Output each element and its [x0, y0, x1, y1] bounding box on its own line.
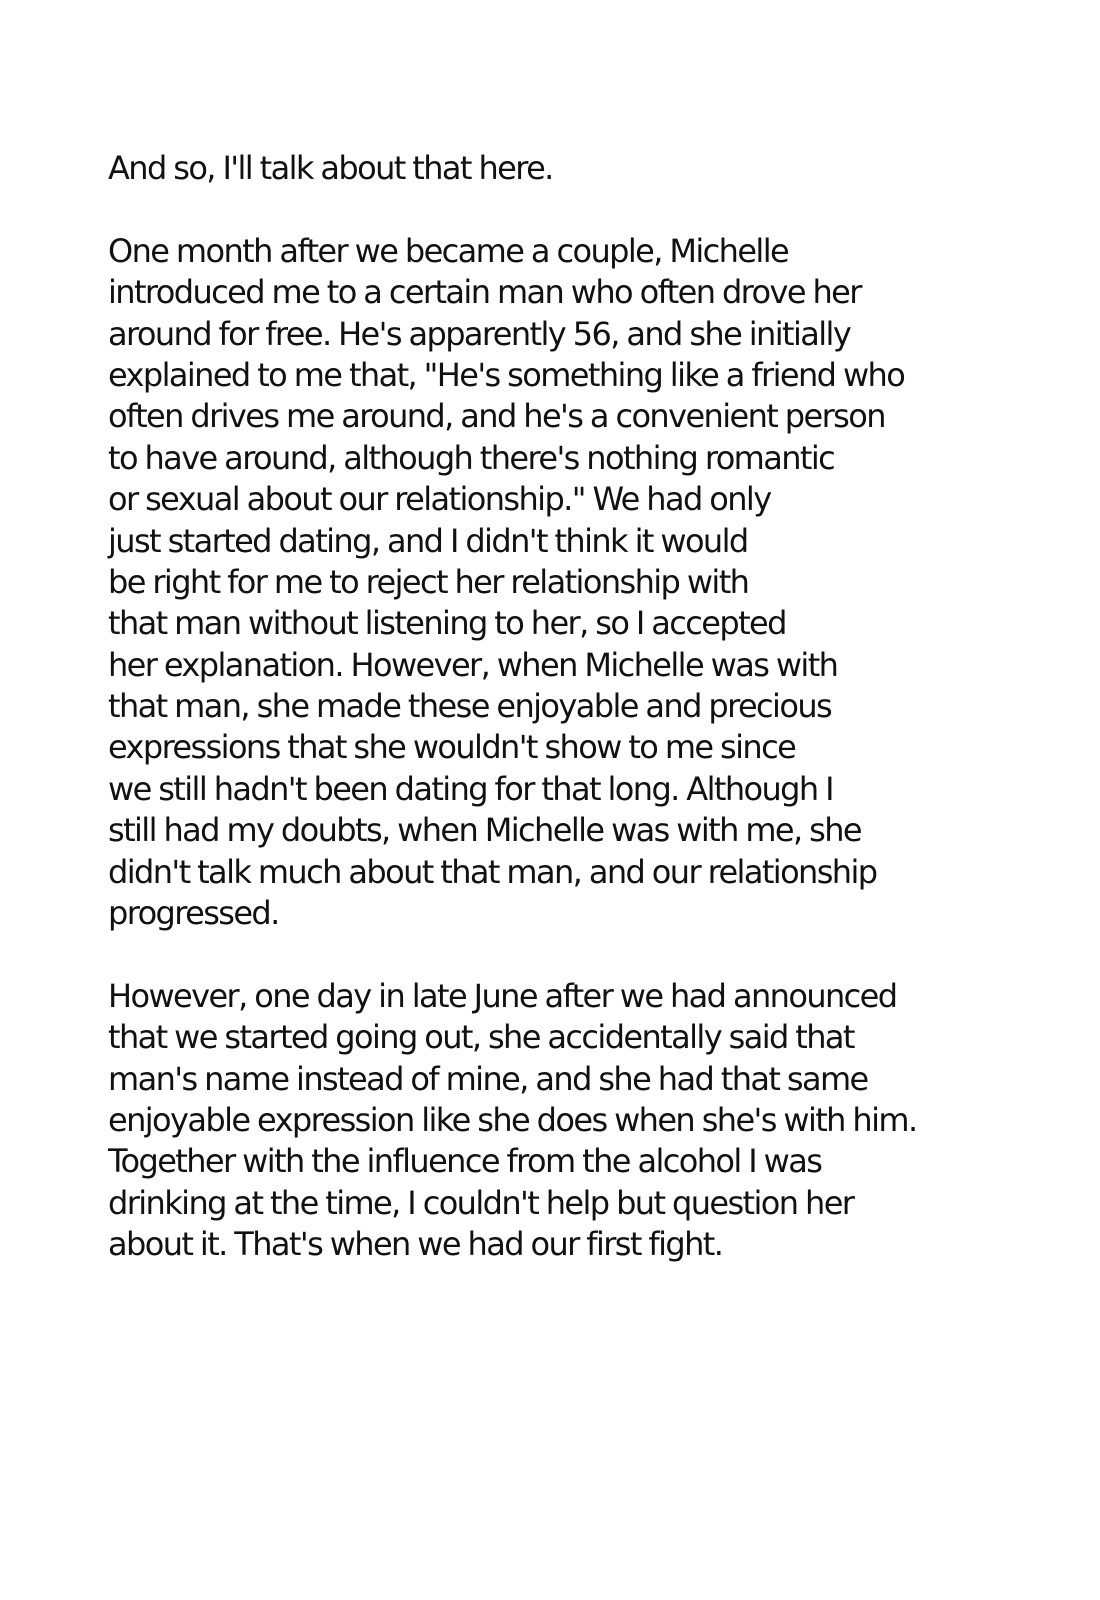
text-line: introduced me to a certain man who often drove her	[108, 273, 861, 312]
text-line: just started dating, and I didn't think it would	[108, 521, 748, 560]
text-line: Together with the influence from the alcohol I was	[108, 1142, 822, 1181]
paragraph-2	[108, 231, 1008, 935]
text-line: we still hadn't been dating for that long. Although I	[108, 769, 833, 808]
text-line: be right for me to reject her relationship with	[108, 562, 749, 601]
text-line: that we started going out, she accidentally said that	[108, 1018, 854, 1057]
paragraph-1	[108, 148, 1008, 189]
text-line: man's name instead of mine, and she had that same	[108, 1059, 868, 1098]
text-line: often drives me around, and he's a convenient person	[108, 397, 885, 436]
text-line: around for free. He's apparently 56, and she initially	[108, 314, 851, 353]
text-line: drinking at the time, I couldn't help but question her	[108, 1183, 854, 1222]
paragraph-3	[108, 976, 1008, 1266]
text-line: or sexual about our relationship." We had only	[108, 480, 771, 519]
paragraph-gap	[108, 934, 1008, 975]
text-line: And so, I'll talk about that here.	[108, 149, 553, 187]
text-line: that man, she made these enjoyable and precious	[108, 687, 832, 726]
text-line: However, one day in late June after we had announced	[108, 976, 897, 1015]
text-line: One month after we became a couple, Michelle	[108, 231, 789, 270]
text-line: that man without listening to her, so I accepted	[108, 604, 786, 643]
body-text	[108, 148, 1008, 1266]
text-line: didn't talk much about that man, and our relationship	[108, 852, 877, 891]
text-line: about it. That's when we had our first fight.	[108, 1225, 723, 1264]
text-line: progressed.	[108, 894, 279, 933]
text-line: expressions that she wouldn't show to me since	[108, 728, 796, 767]
text-line: still had my doubts, when Michelle was with me, she	[108, 811, 861, 850]
text-line: her explanation. However, when Michelle was with	[108, 645, 838, 684]
text-line: to have around, although there's nothing romantic	[108, 438, 835, 477]
text-line: explained to me that, "He's something like a friend who	[108, 355, 905, 394]
paragraph-gap	[108, 189, 1008, 230]
text-line: enjoyable expression like she does when she's with him.	[108, 1100, 917, 1139]
